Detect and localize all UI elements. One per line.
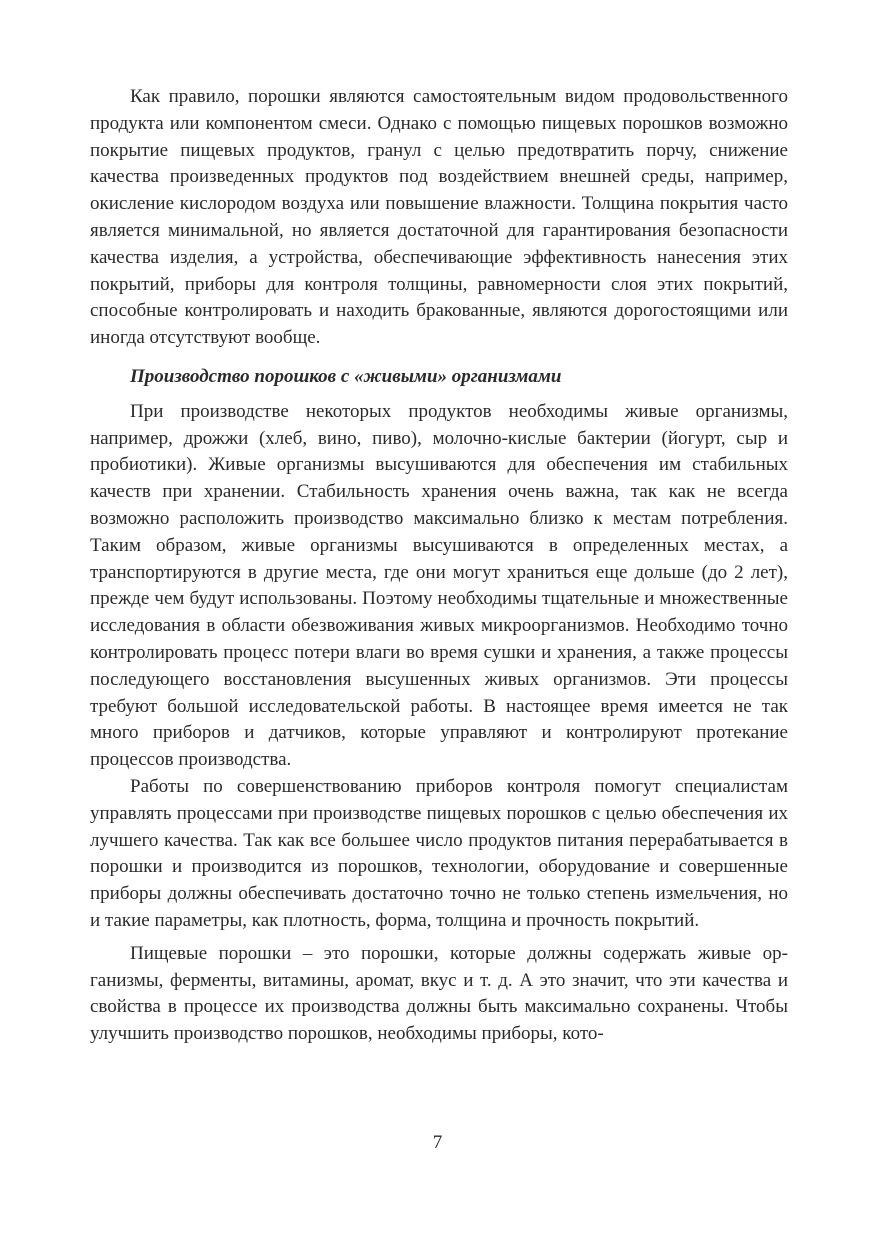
document-page xyxy=(90,84,788,1048)
section-heading: Производство порошков с «живыми» организмами xyxy=(130,365,562,387)
paragraph-living-organisms: При производстве некоторых продуктов необходимы живые организмы, например, дрожжи (хлеб, вино, пиво), молочно-кислые бактерии (йогурт, сыр и пробиотики). Живые организмы высушиваются для обеспечения им стабильных качеств при хранении. Стабильность хранения очень важна, так как не всегда возможно расположить производство максимально близко к местам потребления. Таким образом, живые организмы высушиваются в определенных местах, а транспортируются в другие места, где они могут храниться еще дольше (до 2 лет), прежде чем будут использованы. Поэтому необходимы тщательные и множественные исследования в области обезвоживания живых микроорганизмов. Необходимо точно контролировать процесс потери влаги во время сушки и хранения, а также процессы последующего восстановления высушенных живых организмов. Эти процессы требуют большой исследовательской работы. В настоящее время имеется не так много приборов и датчиков, которые управляют и контролируют протекание процессов производства. xyxy=(90,400,788,771)
paragraph-food-powders: Пищевые порошки – это порошки, которые должны содержать живые организмы, ферменты, витамины, аромат, вкус и т. д. А это значит, что эти качества и свойства в процессе их производства должны быть максимально сохранены. Чтобы улучшить производство порошков, необходимы приборы, кото- xyxy=(90,942,788,1045)
paragraph-improvement: Работы по совершенствованию приборов контроля помогут специалистам управлять процессами при производстве пищевых порошков с целью обеспечения их лучшего качества. Так как все большее число продуктов питания перерабатывается в порошки и производится из порошков, технологии, оборудование и совершенные приборы должны обеспечивать достаточно точно не только степень измельчения, но и такие параметры, как плотность, форма, толщина и прочность покрытий. xyxy=(90,775,788,931)
page-number: 7 xyxy=(432,1132,443,1153)
paragraph-intro: Как правило, порошки являются самостоятельным видом продовольственного продукта или компонентом смеси. Однако с помощью пищевых порошков возможно покрытие пищевых продуктов, гранул с целью предотвратить порчу, снижение качества произведенных продуктов под воздействием внешней среды, например, окисление кислородом воздуха или повышение влажности. Толщина покрытия часто является минимальной, но является достаточной для гарантирования безопасности качества изделия, а устройства, обеспечивающие эффективность нанесения этих покрытий, приборы для контроля толщины, равномерности слоя этих покрытий, способные контролировать и находить бракованные, являются дорогостоящими или иногда отсутствуют вообще. xyxy=(90,86,788,349)
